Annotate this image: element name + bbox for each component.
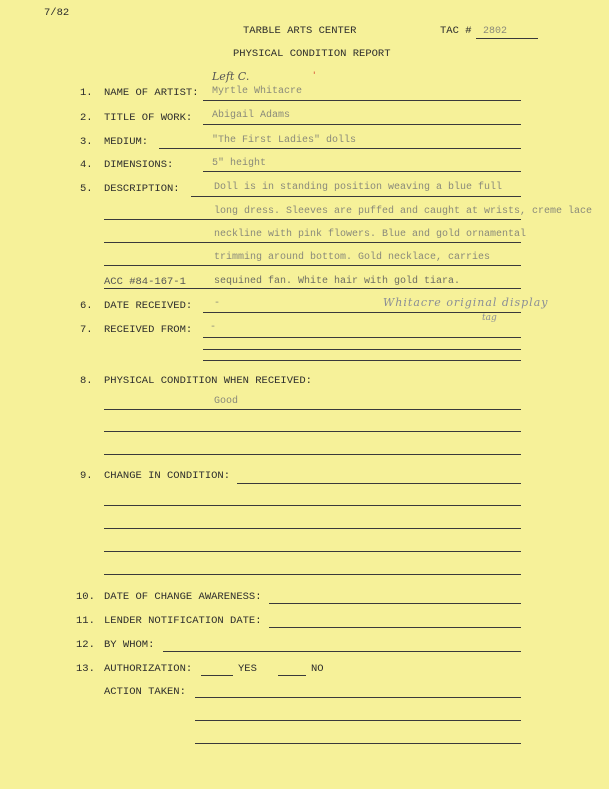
field-6-line [203,312,521,313]
field-2-number: 2. [80,112,93,124]
field-11-label: LENDER NOTIFICATION DATE: [104,615,262,627]
tac-number-line [476,38,538,39]
description-line-5: sequined fan. White hair with gold tiara. [214,276,461,287]
description-underline-5 [104,288,521,289]
field-8-number: 8. [80,375,93,387]
field-7-number: 7. [80,324,93,336]
field-1-line [203,100,521,101]
field-3-line [159,148,521,149]
field-7-line-3 [203,360,521,361]
field-4-value: 5" height [212,158,267,169]
authorization-no-line [278,675,306,676]
field-10-label: DATE OF CHANGE AWARENESS: [104,591,262,603]
field-8-line-2 [104,431,521,432]
field-7-value: - [210,322,217,333]
field-7-line-2 [203,349,521,350]
field-5-number: 5. [80,183,93,195]
field-2-line [203,124,521,125]
field-8-line-3 [104,454,521,455]
field-5-label: DESCRIPTION: [104,183,180,195]
field-4-number: 4. [80,159,93,171]
field-9-line-2 [104,505,521,506]
field-6-value: - [214,298,221,309]
description-line-1: Doll is in standing position weaving a blue full [214,182,503,193]
field-12-number: 12. [76,639,95,651]
page-title: PHYSICAL CONDITION REPORT [233,48,391,60]
field-9-line-4 [104,551,521,552]
action-taken-line-3 [195,743,521,744]
authorization-no: NO [311,663,324,675]
action-taken-line-2 [195,720,521,721]
action-taken-label: ACTION TAKEN: [104,686,186,698]
authorization-yes-line [201,675,233,676]
description-underline-2 [104,219,521,220]
description-line-4: trimming around bottom. Gold necklace, carries [214,252,491,263]
acc-number: ACC #84-167-1 [104,276,186,288]
field-3-value: "The First Ladies" dolls [212,135,357,146]
field-11-line [269,627,521,628]
field-6-label: DATE RECEIVED: [104,300,193,312]
tac-number: 2802 [483,26,508,37]
authorization-yes: YES [238,663,257,675]
field-3-number: 3. [80,136,93,148]
field-9-line-3 [104,528,521,529]
field-7-line-1 [203,337,521,338]
field-2-value: Abigail Adams [212,110,291,121]
tac-label: TAC # [440,25,472,37]
field-12-line [163,651,521,652]
field-8-value: Good [214,396,239,407]
description-line-3: neckline with pink flowers. Blue and gold ornamental [214,229,527,240]
field-13-number: 13. [76,663,95,675]
field-8-line-1 [104,409,521,410]
artist-annotation: Left C. [212,70,250,83]
org-name: TARBLE ARTS CENTER [243,25,357,37]
field-8-label: PHYSICAL CONDITION WHEN RECEIVED: [104,375,312,387]
field-9-line-5 [104,574,521,575]
description-line-2: long dress. Sleeves are puffed and caught at wrists, creme lace [214,206,593,217]
field-4-label: DIMENSIONS: [104,159,174,171]
description-underline-3 [104,242,521,243]
header-date: 7/82 [44,7,70,19]
field-1-number: 1. [80,87,93,99]
field-7-label: RECEIVED FROM: [104,324,193,336]
description-underline-1 [191,196,521,197]
field-10-number: 10. [76,591,95,603]
field-12-label: BY WHOM: [104,639,155,651]
field-1-value: Myrtle Whitacre [212,86,303,97]
field-11-number: 11. [76,615,95,627]
action-taken-line-1 [195,697,521,698]
field-13-label: AUTHORIZATION: [104,663,193,675]
field-4-line [203,171,521,172]
handwritten-note-tag: tag [482,313,497,323]
field-6-number: 6. [80,300,93,312]
field-2-label: TITLE OF WORK: [104,112,193,124]
field-10-line [269,603,521,604]
red-mark: ' [313,71,316,81]
handwritten-note: Whitacre original display [383,296,549,309]
field-9-label: CHANGE IN CONDITION: [104,470,231,482]
field-9-line-1 [237,483,521,484]
field-1-label: NAME OF ARTIST: [104,87,199,99]
field-3-label: MEDIUM: [104,136,149,148]
field-9-number: 9. [80,470,93,482]
description-underline-4 [104,265,521,266]
